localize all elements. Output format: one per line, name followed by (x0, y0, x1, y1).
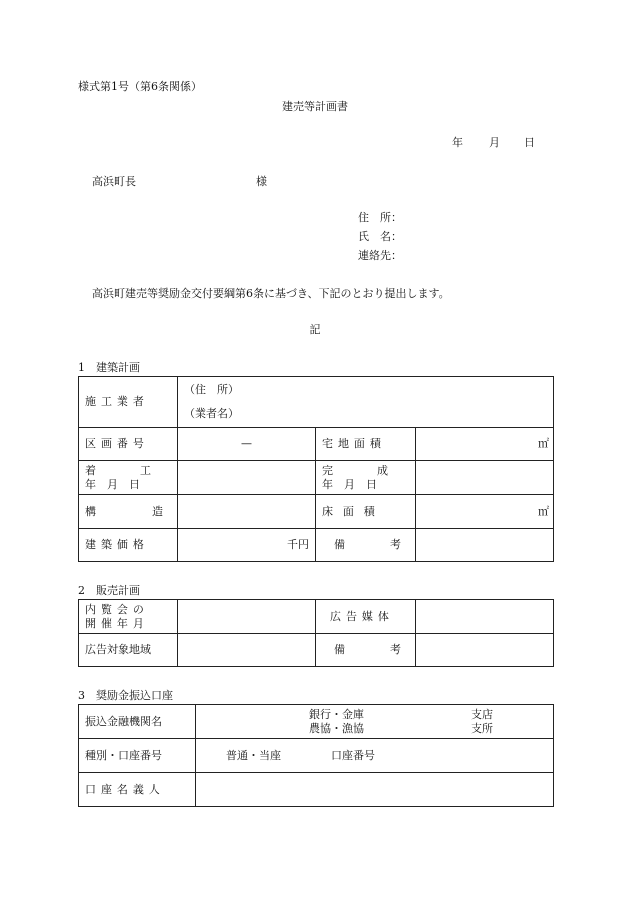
complete-date-label-top: 完 成 (322, 463, 388, 477)
form-number: 様式第1号（第6条関係） (78, 80, 202, 93)
preview-label-bottom: 開催年月 (85, 616, 149, 630)
site-area-label: 宅地面積 (322, 437, 386, 450)
lot-value-cell[interactable] (178, 428, 316, 461)
start-date-value-cell[interactable] (178, 461, 316, 495)
lot-value: — (241, 437, 252, 450)
lot-label-cell (79, 428, 178, 461)
price-value-cell[interactable] (178, 529, 316, 562)
start-date-label-bottom: 年 月 日 (85, 477, 140, 491)
remarks-value-cell[interactable] (416, 529, 554, 562)
media-label-cell (316, 600, 416, 634)
date-month: 月 (489, 136, 500, 149)
sales-plan-table (78, 599, 554, 667)
account-type-label: 種別・口座番号 (85, 748, 162, 762)
remarks-label-right: 考 (390, 538, 401, 551)
price-label-cell (79, 529, 178, 562)
document-title: 建売等計画書 (282, 100, 348, 113)
bank-label: 振込金融機関名 (85, 714, 162, 728)
start-date-label-top: 着 工 (85, 463, 151, 477)
price-label: 建築価格 (85, 538, 149, 551)
date-day: 日 (524, 136, 535, 149)
site-area-value-cell[interactable] (416, 428, 554, 461)
bank-types-bottom: 農協・漁協 (309, 721, 364, 735)
section3-heading: 3 奨励金振込口座 (78, 689, 173, 702)
bank-label-cell (79, 705, 196, 739)
bank-types-top: 銀行・金庫 (309, 707, 364, 721)
start-date-label-cell (79, 461, 178, 495)
date-year: 年 (452, 136, 463, 149)
applicant-name-label: 氏 名： (358, 230, 402, 243)
floor-area-value-cell[interactable] (416, 495, 554, 529)
construction-plan-table (78, 376, 554, 562)
builder-address-label: （住 所） (184, 383, 239, 396)
complete-date-label-cell (316, 461, 416, 495)
builder-label: 施工業者 (85, 395, 149, 408)
site-area-label-cell (316, 428, 416, 461)
builder-value-cell[interactable] (178, 377, 554, 428)
ad-area-value-cell[interactable] (178, 634, 316, 667)
honorific: 様 (256, 175, 267, 188)
sales-remarks-value-cell[interactable] (416, 634, 554, 667)
builder-name-label: （業者名） (184, 407, 239, 420)
floor-area-label-cell (316, 495, 416, 529)
remarks-label-cell (316, 529, 416, 562)
sales-remarks-label-left: 備 (334, 643, 345, 656)
branch-bottom: 支所 (471, 721, 493, 735)
complete-date-label-bottom: 年 月 日 (322, 477, 377, 491)
ad-area-label-cell (79, 634, 178, 667)
sales-remarks-label-right: 考 (390, 643, 401, 656)
media-value-cell[interactable] (416, 600, 554, 634)
floor-area-unit: ㎡ (538, 504, 550, 518)
account-type-value: 普通・当座 (226, 748, 281, 762)
preview-label-cell (79, 600, 178, 634)
structure-label-right: 造 (152, 504, 163, 518)
applicant-contact-label: 連絡先： (358, 249, 402, 262)
ad-area-label: 広告対象地域 (85, 643, 151, 656)
applicant-address-label: 住 所： (358, 211, 402, 224)
sales-remarks-label-cell (316, 634, 416, 667)
media-label: 広告媒体 (330, 609, 394, 623)
structure-label-cell (79, 495, 178, 529)
account-type-label-cell (79, 739, 196, 773)
intro-text: 高浜町建売等奨励金交付要綱第6条に基づき、下記のとおり提出します。 (92, 287, 450, 300)
section2-heading: 2 販売計画 (78, 584, 140, 597)
builder-label-cell (79, 377, 178, 428)
holder-label-cell (79, 773, 196, 807)
preview-value-cell[interactable] (178, 600, 316, 634)
site-area-unit: ㎡ (538, 437, 550, 450)
bank-account-table (78, 704, 554, 807)
addressee: 高浜町長 (92, 175, 136, 188)
account-type-value-cell[interactable] (196, 739, 554, 773)
preview-label-top: 内覧会の (85, 602, 149, 616)
section1-heading: 1 建築計画 (78, 361, 140, 374)
price-unit: 千円 (287, 538, 309, 551)
holder-value-cell[interactable] (196, 773, 554, 807)
ki-mark: 記 (309, 323, 321, 336)
account-number-label: 口座番号 (331, 748, 375, 762)
remarks-label-left: 備 (334, 538, 345, 551)
lot-label: 区画番号 (85, 437, 149, 450)
structure-value-cell[interactable] (178, 495, 316, 529)
bank-value-cell[interactable] (196, 705, 554, 739)
structure-label-left: 構 (85, 504, 96, 518)
branch-top: 支店 (471, 707, 493, 721)
complete-date-value-cell[interactable] (416, 461, 554, 495)
floor-area-label: 床面積 (322, 504, 385, 518)
holder-label: 口座名義人 (85, 782, 165, 796)
